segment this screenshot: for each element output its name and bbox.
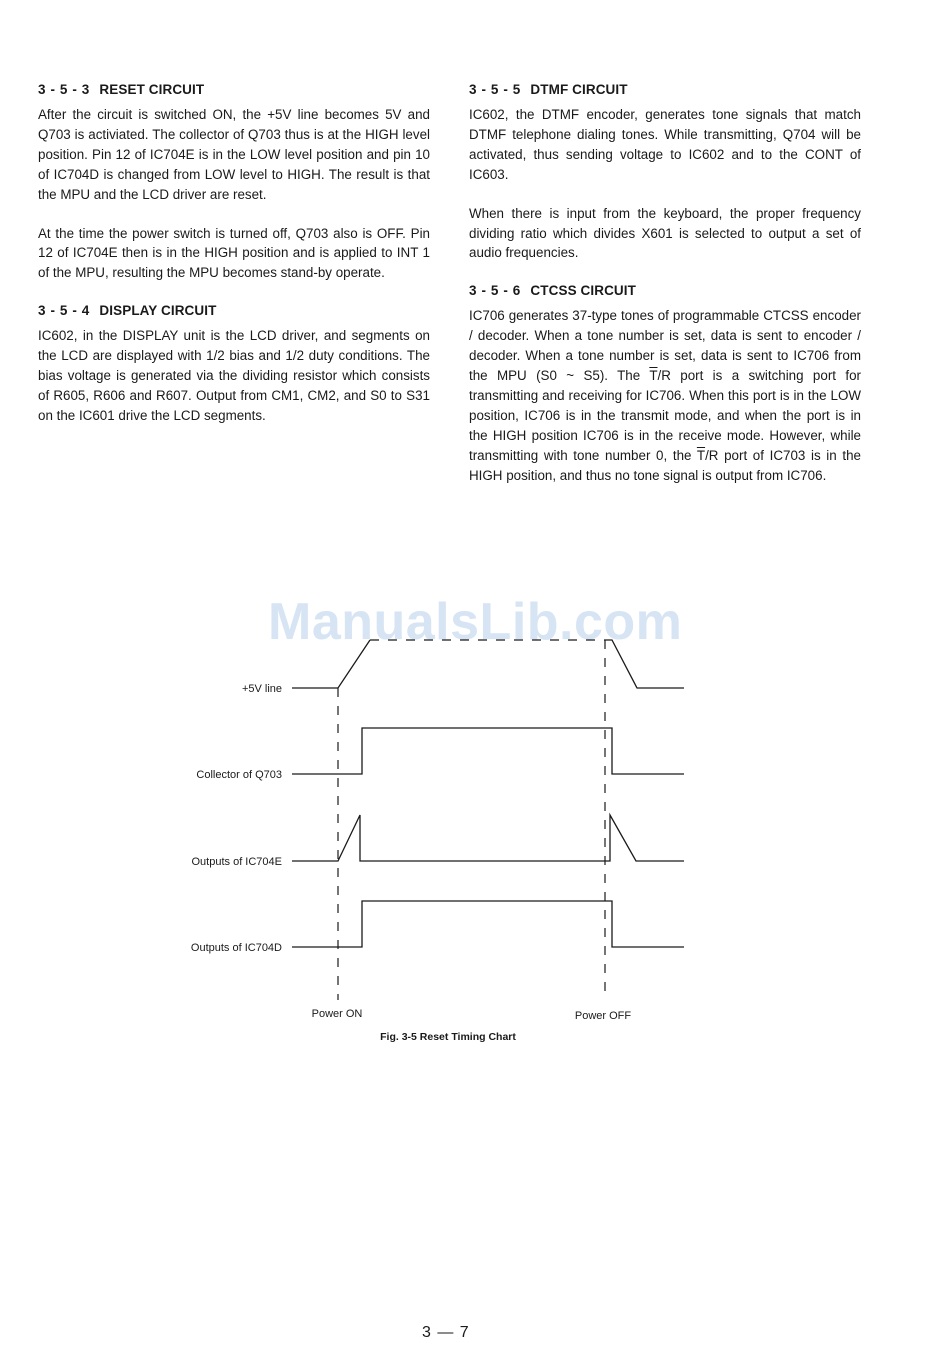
signal-label-ic704e: Outputs of IC704E (191, 856, 282, 868)
reset-circuit-paragraph-2: At the time the power switch is turned off, Q703 also is OFF. Pin 12 of IC704E then is in the HIGH position and is applied to INT 1 of the MPU, resulting the MPU becomes stand-by operate. (38, 225, 430, 281)
section-number: 3 - 5 - 5 (469, 82, 521, 97)
figure-caption: Fig. 3-5 Reset Timing Chart (380, 1031, 516, 1043)
display-circuit-paragraph-1: IC602, in the DISPLAY unit is the LCD driver, and segments on the LCD are displayed with 1/2 bias and 1/2 duty conditions. The bias voltage is generated via the dividing resistor which consists of R605, R606 and R607. Output from CM1, CM2, and S0 to S31 on the IC601 drive the LCD segments. (38, 328, 430, 423)
section-number: 3 - 5 - 6 (469, 283, 521, 299)
watermark: ManualsLib.com (268, 593, 683, 651)
left-column (38, 82, 430, 426)
signal-label-ic704d: Outputs of IC704D (190, 942, 282, 954)
t-overline: $\overline{T}$ (696, 447, 706, 463)
section-title: RESET CIRCUIT (99, 82, 205, 97)
section-title: CTCSS CIRCUIT (530, 283, 636, 299)
marker-label-power-off: Power OFF (574, 1010, 632, 1022)
signal-label-5v-line: +5V line (241, 683, 282, 695)
section-title: DTMF CIRCUIT (530, 82, 628, 97)
ctcss-text-a: IC706 generates 37-type tones of programmable CTCSS encoder / decoder. When a tone number is set, data is sent to encoder / decoder. When a tone number is set, data is sent to IC706 from the MPU (S0 ~ S5). The (469, 308, 861, 384)
marker-label-power-on: Power ON (311, 1008, 363, 1020)
waveform-ic704e (292, 815, 684, 861)
ctcss-text-b: /R port is a switching port for transmitting and receiving for IC706. When this port is in the LOW position, IC706 is in the transmit mode, and when the port is in the HIGH position IC706 is in the receive mode. However, while transmitting with tone number 0, the (469, 368, 861, 463)
section-number: 3 - 5 - 4 (38, 303, 90, 319)
section-title: DISPLAY CIRCUIT (99, 303, 217, 319)
ctcss-text-c: /R port of IC703 is in the HIGH position, and thus no tone signal is output from IC706. (469, 447, 861, 483)
signal-label-collector-q703: Collector of Q703 (196, 769, 282, 781)
ctcss-circuit-paragraph-1 (469, 306, 861, 485)
section-number: 3 - 5 - 3 (38, 82, 90, 97)
dtmf-circuit-paragraph-1: IC602, the DTMF encoder, generates tone signals that match DTMF telephone dialing tones. While transmitting, Q704 will be activated, thus sending voltage to IC602 and to the CONT of IC603. (469, 107, 861, 182)
section-heading-dtmf-circuit (469, 82, 861, 97)
page-number: 3 — 7 (422, 1324, 470, 1341)
waveform-ic704d (292, 901, 684, 947)
reset-circuit-paragraph-1: After the circuit is switched ON, the +5V line becomes 5V and Q703 is activiated. The collector of Q703 thus is at the HIGH level position. Pin 12 of IC704E is in the LOW level position and pin 10 of IC704D is changed from LOW level to HIGH. The result is that the MPU and the LCD driver are reset. (38, 107, 430, 202)
waveform-5v-fall (605, 640, 684, 688)
waveform-5v-rise (292, 640, 370, 688)
section-heading-ctcss-circuit (469, 283, 861, 298)
waveform-collector-q703 (292, 728, 684, 774)
t-overline: $\overline{T}$ (649, 368, 658, 384)
right-column (469, 82, 861, 486)
reset-timing-chart (0, 600, 950, 1050)
section-heading-reset-circuit (38, 82, 430, 97)
dtmf-circuit-paragraph-2: When there is input from the keyboard, the proper frequency dividing ratio which divides X601 is selected to output a set of audio frequencies. (469, 205, 861, 261)
section-heading-display-circuit (38, 303, 430, 318)
